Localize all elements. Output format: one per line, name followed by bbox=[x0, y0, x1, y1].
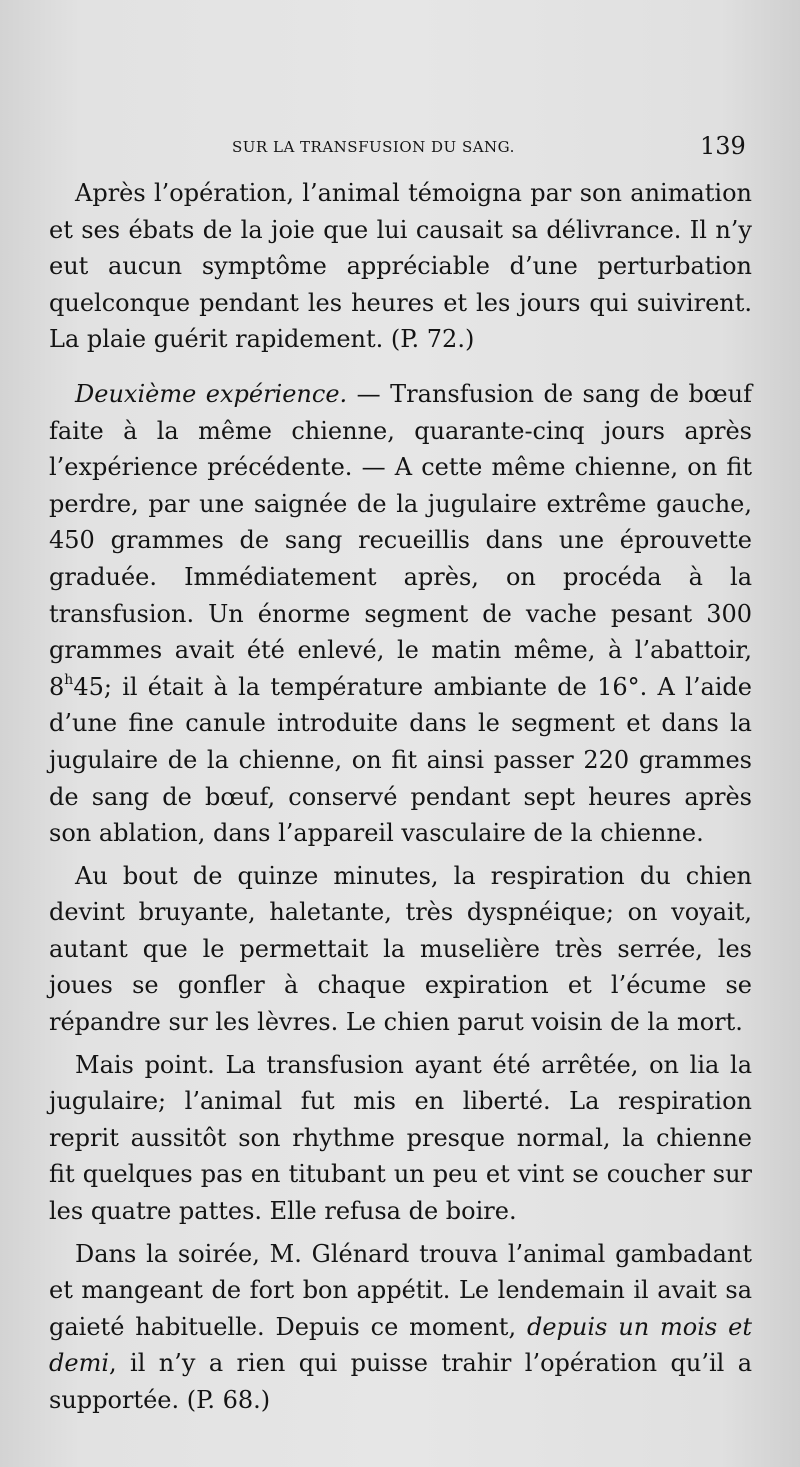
paragraph-3-text: Au bout de quinze minutes, la respiration du chien devint bruyante, haletante, très dyspnéique; on voyait, autant que le permettait la muselière très serrée, les joues se gonfler à chaque expiration et l’écume se répandre sur les lèvres. Le chien parut voisin de la mort. bbox=[49, 861, 752, 1037]
paragraph-2 bbox=[49, 376, 752, 852]
paragraph-1 bbox=[49, 175, 752, 358]
running-title: SUR LA TRANSFUSION DU SANG. bbox=[232, 138, 515, 156]
hour-superscript: h bbox=[64, 671, 74, 688]
paragraph-2-text-a: — Transfusion de sang de bœuf faite à la même chienne, quarante-cinq jours après l’expérience précédente. — A cette même chienne, on fit perdre, par une saignée de la jugulaire extrême gauche, 450 grammes de sang recueillis dans une éprouvette graduée. Immédiatement après, on procéda à la transfusion. Un énorme segment de vache pesant 300 grammes avait été enlevé, le matin même, à l’abattoir, 8 bbox=[49, 379, 752, 701]
experiment-heading: Deuxième expérience. bbox=[75, 379, 348, 408]
paragraph-5-emphasis: depuis un mois et demi bbox=[49, 1312, 752, 1378]
page-header bbox=[0, 132, 800, 172]
paragraph-5 bbox=[49, 1236, 752, 1419]
paragraph-5-text-b: , il n’y a rien qui puisse trahir l’opération qu’il a supportée. (P. 68.) bbox=[49, 1349, 752, 1414]
paragraph-2-text-b: 45; il était à la température ambiante de 16°. A l’aide d’une fine canule introduite dans le segment et dans la jugulaire de la chienne, on fit ainsi passer 220 grammes de sang de bœuf, conservé pendant sept heures après son ablation, dans l’appareil vasculaire de la chienne. bbox=[49, 672, 752, 848]
paragraph-3 bbox=[49, 858, 752, 1041]
page-number: 139 bbox=[700, 132, 746, 160]
paragraph-5-text-a: Dans la soirée, M. Glénard trouva l’animal gambadant et mangeant de fort bon appétit. Le lendemain il avait sa gaieté habituelle. Depuis ce moment, bbox=[49, 1239, 752, 1341]
paragraph-4-text: Mais point. La transfusion ayant été arrêtée, on lia la jugulaire; l’animal fut mis en liberté. La respiration reprit aussitôt son rhythme presque normal, la chienne fit quelques pas en titubant un peu et vint se coucher sur les quatre pattes. Elle refusa de boire. bbox=[49, 1050, 752, 1226]
paragraph-4 bbox=[49, 1047, 752, 1230]
body-text bbox=[49, 175, 752, 1419]
paragraph-1-text: Après l’opération, l’animal témoigna par son animation et ses ébats de la joie que lui causait sa délivrance. Il n’y eut aucun symptôme appréciable d’une perturbation quelconque pendant les heures et les jours qui suivirent. La plaie guérit rapidement. (P. 72.) bbox=[49, 179, 752, 354]
